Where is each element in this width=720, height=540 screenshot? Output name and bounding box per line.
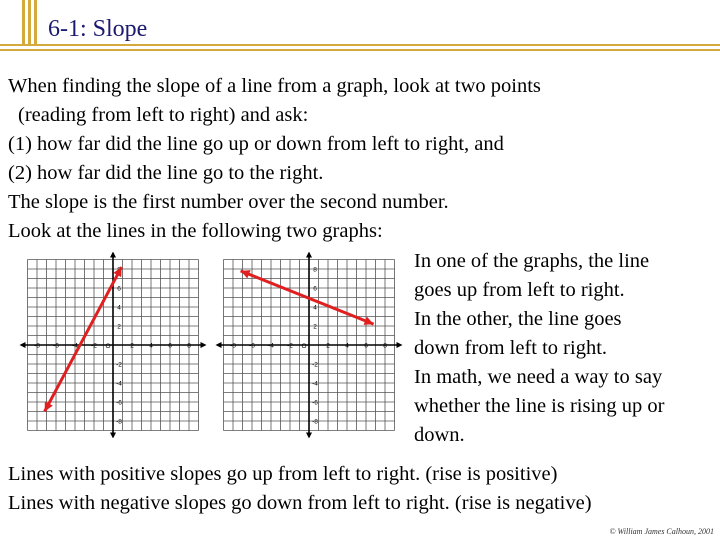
left-graph-x-tick-label: -2 bbox=[91, 342, 97, 350]
right-graph-x-tick-label: -2 bbox=[287, 342, 293, 350]
left-graph-x-tick-label: 4 bbox=[149, 342, 153, 350]
left-graph-origin-label: O bbox=[105, 343, 111, 350]
intro-text bbox=[8, 72, 541, 246]
side-line-5: In math, we need a way to say bbox=[414, 366, 663, 388]
right-graph-y-tick-label: 4 bbox=[313, 304, 317, 312]
page-title: 6-1: Slope bbox=[48, 16, 148, 42]
right-graph-y-tick-label: 6 bbox=[313, 285, 317, 293]
side-line-3: In the other, the line goes bbox=[414, 308, 622, 330]
header-vertical-bar-2 bbox=[28, 0, 31, 46]
right-graph-x-arrow-left bbox=[216, 342, 222, 348]
header-vertical-bar-3 bbox=[34, 0, 37, 46]
summary-line-negative: Lines with negative slopes go down from left to right. (rise is negative) bbox=[8, 492, 592, 514]
side-line-7: down. bbox=[414, 424, 465, 446]
left-graph-y-tick-label: 4 bbox=[117, 304, 121, 312]
left-graph-x-tick-label: -8 bbox=[34, 342, 40, 350]
copyright-notice: © William James Calhoun, 2001 bbox=[609, 527, 714, 536]
right-graph-x-tick-label: 2 bbox=[326, 342, 330, 350]
summary-text bbox=[8, 460, 592, 518]
right-graph-x-tick-label: 4 bbox=[345, 342, 349, 350]
header-underline-2 bbox=[0, 49, 720, 51]
right-graph-x-tick-label: -8 bbox=[230, 342, 236, 350]
left-graph-x-tick-label: -6 bbox=[53, 342, 59, 350]
graph-positive-slope bbox=[18, 252, 208, 438]
side-line-1: In one of the graphs, the line bbox=[414, 250, 650, 272]
header-vertical-bar-1 bbox=[22, 0, 25, 46]
left-graph-y-tick-label: 2 bbox=[117, 323, 121, 331]
left-graph-x-arrow-right bbox=[201, 342, 207, 348]
graph-negative-slope bbox=[214, 252, 404, 438]
left-graph-x-tick-label: -4 bbox=[72, 342, 78, 350]
right-graph-y-arrow-up bbox=[306, 252, 312, 258]
right-graph-x-arrow-right bbox=[397, 342, 403, 348]
left-graph-x-tick-label: 8 bbox=[187, 342, 191, 350]
left-graph-x-arrow-left bbox=[20, 342, 26, 348]
intro-line-1: When finding the slope of a line from a graph, look at two points bbox=[8, 75, 541, 97]
right-graph-y-tick-label: -4 bbox=[312, 380, 318, 388]
right-graph-x-tick-label: -4 bbox=[268, 342, 274, 350]
side-line-4: down from left to right. bbox=[414, 337, 608, 359]
right-graph-x-tick-label: -6 bbox=[249, 342, 255, 350]
left-graph-y-arrow-down bbox=[110, 433, 116, 439]
left-graph-y-tick-label: 6 bbox=[117, 285, 121, 293]
summary-line-positive: Lines with positive slopes go up from left to right. (rise is positive) bbox=[8, 463, 558, 485]
left-graph-x-tick-label: 6 bbox=[168, 342, 172, 350]
left-graph-y-tick-label: -4 bbox=[116, 380, 122, 388]
right-graph-y-tick-label: -2 bbox=[312, 361, 318, 369]
right-graph-origin-label: O bbox=[301, 343, 307, 350]
header-underline-1 bbox=[0, 44, 720, 46]
intro-line-4: (2) how far did the line go to the right. bbox=[8, 162, 324, 184]
left-graph-y-arrow-up bbox=[110, 252, 116, 258]
left-graph-x-tick-label: 2 bbox=[130, 342, 134, 350]
intro-line-5: The slope is the first number over the second number. bbox=[8, 191, 449, 213]
intro-line-6: Look at the lines in the following two graphs: bbox=[8, 220, 383, 242]
left-graph-y-tick-label: -8 bbox=[116, 418, 122, 426]
right-graph-y-tick-label: 2 bbox=[313, 323, 317, 331]
side-line-6: whether the line is rising up or bbox=[414, 395, 665, 417]
right-graph-y-tick-label: -8 bbox=[312, 418, 318, 426]
right-graph-y-tick-label: -6 bbox=[312, 399, 318, 407]
intro-line-3: (1) how far did the line go up or down from left to right, and bbox=[8, 133, 504, 155]
right-graph-x-tick-label: 8 bbox=[383, 342, 387, 350]
right-graph-x-tick-label: 6 bbox=[364, 342, 368, 350]
intro-line-2: (reading from left to right) and ask: bbox=[18, 104, 309, 126]
left-graph-y-tick-label: -2 bbox=[116, 361, 122, 369]
side-line-2: goes up from left to right. bbox=[414, 279, 625, 301]
right-graph-y-arrow-down bbox=[306, 433, 312, 439]
left-graph-y-tick-label: -6 bbox=[116, 399, 122, 407]
right-graph-y-tick-label: 8 bbox=[313, 266, 317, 274]
side-text bbox=[414, 247, 665, 450]
